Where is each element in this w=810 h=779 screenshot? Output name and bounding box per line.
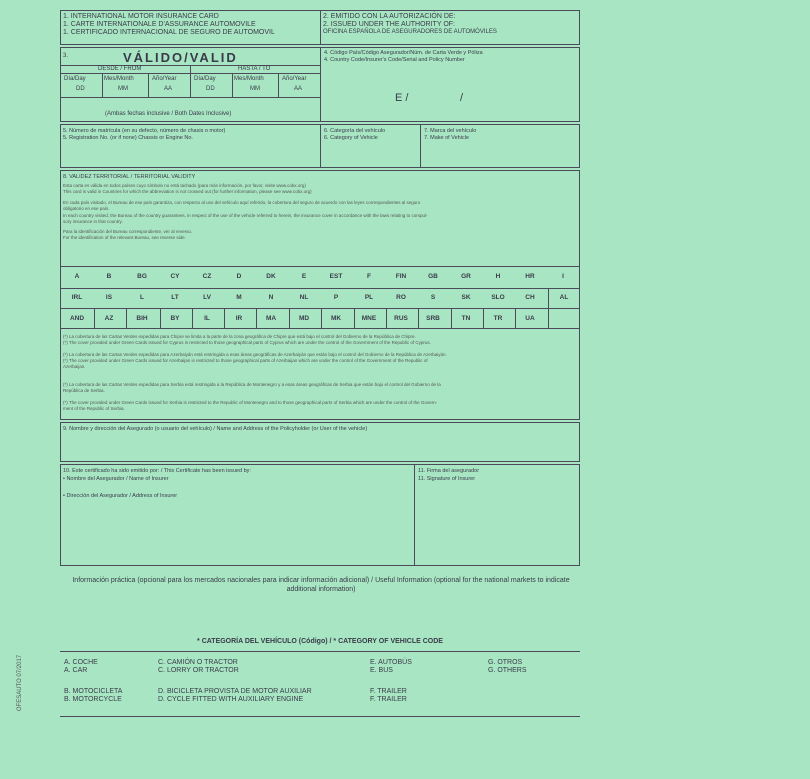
vehicle-codes-title: * CATEGORÍA DEL VEHÍCULO (Código) / * CATEGORY OF VEHICLE CODE: [197, 638, 443, 645]
authority-line-2: 2. ISSUED UNDER THE AUTHORITY OF:: [323, 21, 455, 28]
note-5: Azerbaijan.: [63, 364, 86, 369]
territorial-para-7: Para la identificación del Bureau correspondiente, ver al reverso.: [63, 229, 193, 234]
note-8: (*) The cover provided under Green Cards issued for Serbia is restricted to the Republic of Montenegro and to those geographical parts of Serbia which are under the control of the Govern-: [63, 400, 438, 405]
country-code-e: E /: [395, 92, 409, 104]
country-code: IR: [235, 315, 243, 322]
issued-line-3: • Dirección del Asegurador / Address of Insurer: [63, 493, 178, 499]
country-code: GR: [461, 273, 471, 280]
note-6: (*) La cobertura de las Cartas Verdes expedidas para Serbia está restringida a la República de Montenegro y a esas áreas geográficas de Serbia que están bajo el control del Gobierno de la: [63, 382, 441, 387]
col-year-2: Año/Year: [282, 76, 307, 82]
country-code: CZ: [202, 273, 212, 280]
category-line-2: 6. Category of Vehicle: [324, 135, 378, 141]
vehicle-code-e-2: E. BUS: [370, 667, 393, 674]
country-code: HR: [525, 273, 535, 280]
validity-from: DESDE / FROM: [98, 66, 142, 72]
country-code: B: [106, 273, 112, 280]
col-day-1: Día/Day: [64, 76, 86, 82]
country-code: UA: [525, 315, 535, 322]
vehicle-code-d-1: D. BICICLETA PROVISTA DE MOTOR AUXILIAR: [158, 688, 312, 695]
country-code: TN: [461, 315, 471, 322]
signature-line-1: 11. Firma del asegurador: [418, 468, 480, 474]
country-code: SLO: [491, 294, 505, 301]
country-code: EST: [329, 273, 343, 280]
validity-to: HASTA / TO: [238, 66, 271, 72]
country-code: BIH: [136, 315, 148, 322]
signature-line-2: 11. Signature of Insurer: [418, 476, 476, 482]
registration-line-1: 5. Número de matrícula (en su defecto, número de chasis o motor): [63, 128, 226, 134]
vehicle-code-a-2: A. CAR: [64, 667, 88, 674]
territorial-para-6: sory insurance in that country.: [63, 219, 123, 224]
vehicle-code-c-2: C. LORRY OR TRACTOR: [158, 667, 239, 674]
col-month-2: Mes/Month: [234, 76, 264, 82]
country-code: TR: [493, 315, 503, 322]
country-code: SRB: [426, 315, 440, 322]
country-code: MD: [298, 315, 310, 322]
country-code: MA: [265, 315, 277, 322]
val-month-2: MM: [250, 86, 260, 92]
title-line-3: 1. CERTIFICADO INTERNACIONAL DE SEGURO DE AUTOMOVIL: [63, 29, 275, 36]
note-3: (*) La cobertura de las Cartas Verdes expedidas para Azerbaiyán está restringida a esas áreas geográficas de Azerbaiyán que están bajo el control del Gobierno de la República de Azerbaiyán.: [63, 352, 447, 357]
vehicle-code-b-1: B. MOTOCICLETA: [64, 688, 123, 695]
country-code: BY: [170, 315, 180, 322]
country-code: GB: [428, 273, 438, 280]
country-code: FIN: [395, 273, 407, 280]
vehicle-code-b-2: B. MOTORCYCLE: [64, 696, 122, 703]
registration-line-2: 5. Registration No. (or if none) Chassis or Engine No.: [63, 135, 193, 141]
issued-line-2: • Nombre del Asegurador / Name of Insurer: [63, 476, 169, 482]
country-code-slash: /: [460, 92, 464, 104]
note-4: (*) The cover provided under Green Cards issued for Azerbaijan is restricted to those geographical parts of Azerbaijan which are under the control of the Government of the Republic of: [63, 358, 428, 363]
country-code: PL: [364, 294, 374, 301]
val-year-1: AA: [164, 86, 173, 92]
val-day-2: DD: [206, 86, 215, 92]
validity-number: 3.: [63, 53, 69, 59]
val-day-1: DD: [76, 86, 85, 92]
insured-label: 9. Nombre y dirección del Asegurado (o usuario del vehículo) / Name and Address of the Policyholder (or User of the vehicle): [63, 426, 368, 432]
country-code: MNE: [361, 315, 377, 322]
territorial-para-8: For the identification of the relevant Bureau, see reverse side.: [63, 235, 186, 240]
country-code-line-2: 4. Country Code/Insurer's Code/Serial and Policy Number: [324, 57, 465, 63]
territorial-title: 8. VALIDEZ TERRITORIAL / TERRITORIAL VALIDITY: [63, 174, 196, 180]
category-line-1: 6. Categoría del vehículo: [324, 128, 386, 134]
country-code: CY: [170, 273, 180, 280]
title-line-2: 1. CARTE INTERNATIONALE D'ASSURANCE AUTOMOVILE: [63, 21, 256, 28]
country-code: NL: [299, 294, 309, 301]
country-code: BG: [137, 273, 147, 280]
val-year-2: AA: [294, 86, 303, 92]
country-code: SK: [461, 294, 471, 301]
country-code: IS: [105, 294, 113, 301]
validity-title: VÁLIDO/VALID: [123, 50, 238, 65]
note-9: ment of the Republic of Serbia.: [63, 406, 125, 411]
vehicle-code-f-1: F. TRAILER: [370, 688, 407, 695]
territorial-para-4: obligatorio en ese país.: [63, 206, 110, 211]
country-code: N: [268, 294, 274, 301]
country-code: LV: [203, 294, 211, 301]
country-code: RO: [396, 294, 406, 301]
country-code: A: [74, 273, 80, 280]
country-code: AZ: [104, 315, 114, 322]
val-month-1: MM: [118, 86, 128, 92]
country-code: AL: [559, 294, 569, 301]
note-1: (*) La cobertura de las Cartas Verdes expedidas para Chipre se limita a la parte de la zona geográfica de Chipre que está bajo el control del Gobierno de la República de Chipre.: [63, 334, 416, 339]
country-code: DK: [266, 273, 276, 280]
vehicle-code-g-1: G. OTROS: [488, 659, 523, 666]
territorial-para-2: This card is valid in Countries for which the abbreviation is not crossed out (for further information, please see www.cobx.org): [63, 189, 312, 194]
vehicle-code-g-2: G. OTHERS: [488, 667, 527, 674]
country-code: L: [140, 294, 144, 301]
vehicle-code-a-1: A. COCHE: [64, 659, 98, 666]
country-code: CH: [525, 294, 535, 301]
practical-info: Información práctica (opcional para los mercados nacionales para indicar información adicional) / Useful Information (optional for the national markets to indicate additional information): [72, 577, 570, 593]
col-month-1: Mes/Month: [104, 76, 134, 82]
vehicle-code-d-2: D. CYCLE FITTED WITH AUXILIARY ENGINE: [158, 696, 304, 703]
authority-line-3: OFICINA ESPAÑOLA DE ASEGURADORES DE AUTOMÓVILES: [323, 29, 497, 35]
territorial-para-5: In each country visited, the Bureau of the country guarantees, in respect of the use of the vehicle referred to herein, the insurance cover in accordance with the laws relating to compul-: [63, 213, 428, 218]
title-line-1: 1. INTERNATIONAL MOTOR INSURANCE CARD: [63, 13, 219, 20]
country-code: IL: [204, 315, 210, 322]
issued-line-1: 10. Este certificado ha sido emitido por: / This Certificate has been issued by:: [63, 468, 251, 474]
country-code: M: [236, 294, 242, 301]
vehicle-code-c-1: C. CAMIÓN O TRACTOR: [158, 659, 238, 666]
side-code: OFESAUTO 07/2017: [17, 654, 24, 712]
note-7: República de Serbia.: [63, 388, 105, 393]
territorial-para-1: Esta carta es válida en todos países cuyo símbolo no está tachado (para más información, por favor, visite www.cobx.org): [63, 183, 306, 188]
territorial-para-3: En cada país visitado, el Bureau de ese país garantiza, con respecto al uso del vehículo aquí referido, la cobertura del seguro de acuerdo con las leyes correspondientes al seguro: [63, 200, 421, 205]
country-code: LT: [171, 294, 179, 301]
make-line-2: 7. Make of Vehicle: [424, 135, 469, 141]
col-year-1: Año/Year: [152, 76, 177, 82]
country-code: P: [333, 294, 339, 301]
country-code: RUS: [394, 315, 408, 322]
country-code: H: [495, 273, 501, 280]
country-code: I: [562, 273, 564, 280]
country-code: S: [430, 294, 436, 301]
validity-inclusive: (Ambas fechas inclusive / Both Dates Inclusive): [105, 111, 232, 117]
country-code-line-1: 4. Código País/Código Asegurador/Núm. de Carta Verde y Póliza: [324, 50, 483, 56]
vehicle-code-f-2: F. TRAILER: [370, 696, 407, 703]
country-code: AND: [69, 315, 85, 322]
note-2: (*) The cover provided under Green Cards issued for Cyprus is restricted to those geographical parts of Cyprus which are under the control of the Government of the Republic of Cyprus.: [63, 340, 431, 345]
make-line-1: 7. Marca del vehículo: [424, 128, 477, 134]
country-code: E: [301, 273, 307, 280]
authority-line-1: 2. EMITIDO CON LA AUTORIZACIÓN DE:: [323, 13, 456, 20]
country-code: F: [367, 273, 371, 280]
col-day-2: Día/Day: [194, 76, 216, 82]
country-code: IRL: [71, 294, 83, 301]
vehicle-code-e-1: E. AUTOBÚS: [370, 659, 412, 666]
country-code: D: [236, 273, 242, 280]
country-code: MK: [330, 315, 342, 322]
